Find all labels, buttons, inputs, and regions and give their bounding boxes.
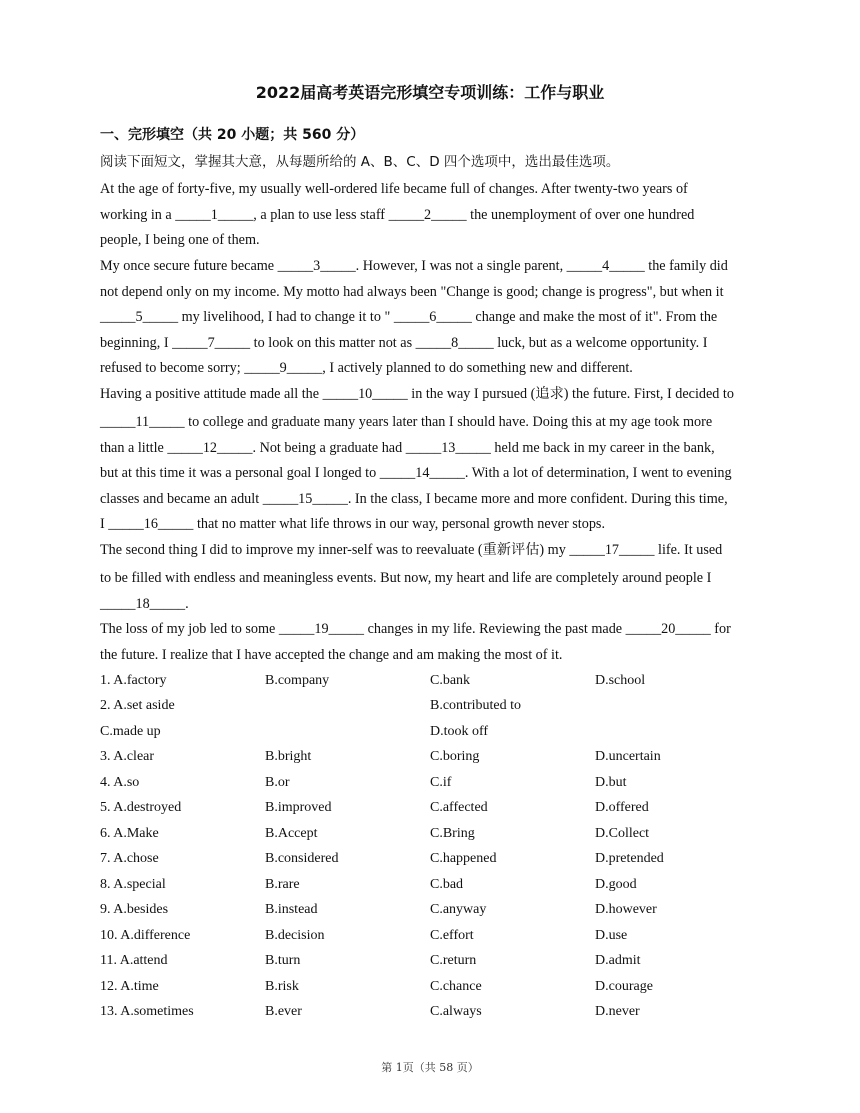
option-b: B.ever — [265, 1004, 302, 1019]
instruction-text: 阅读下面短文，掌握其大意，从每题所给的 A、B、C、D 四个选项中，选出最佳选项。 — [100, 154, 620, 170]
option-a: 8. A.special — [100, 877, 166, 892]
option-c: B.contributed to — [430, 698, 521, 713]
option-a: 9. A.besides — [100, 902, 169, 917]
option-d: D.school — [595, 673, 646, 688]
passage-line: not depend only on my income. My motto had always been "Change is good; change is progress", but when it — [100, 284, 724, 300]
option-b: B.turn — [265, 953, 301, 968]
passage-line: to be filled with endless and meaningless events. But now, my heart and life are completely around people I — [100, 570, 712, 586]
option-row — [100, 798, 762, 818]
passage-line: I _____16_____ that no matter what life throws in our way, personal growth never stops. — [100, 516, 605, 532]
option-b: B.risk — [265, 979, 299, 994]
option-d: D.courage — [595, 979, 653, 994]
option-c: C.always — [430, 1004, 482, 1019]
passage-line: The second thing I did to improve my inner-self was to reevaluate (重新评估) my _____17_____ life. It used — [100, 542, 723, 558]
option-b: B.bright — [265, 749, 312, 764]
option-a: 4. A.so — [100, 775, 140, 790]
option-b: B.rare — [265, 877, 300, 892]
option-row — [100, 696, 762, 716]
passage-line: working in a _____1_____, a plan to use less staff _____2_____ the unemployment of over one hundred — [100, 207, 695, 223]
option-c: C.bad — [430, 877, 464, 892]
option-d: D.pretended — [595, 851, 664, 866]
option-row — [100, 951, 762, 971]
option-c: C.return — [430, 953, 477, 968]
option-d: D.use — [595, 928, 628, 943]
option-a: 12. A.time — [100, 979, 159, 994]
option-c: C.boring — [430, 749, 480, 764]
option-d: D.offered — [595, 800, 649, 815]
passage-line: refused to become sorry; _____9_____, I actively planned to do something new and different. — [100, 360, 633, 376]
passage-line: people, I being one of them. — [100, 232, 260, 248]
option-a: 10. A.difference — [100, 928, 191, 943]
section-heading: 一、完形填空（共 20 小题；共 560 分） — [100, 127, 365, 143]
passage-line: but at this time it was a personal goal I longed to _____14_____. With a lot of determination, I went to evening — [100, 465, 732, 481]
option-c: C.bank — [430, 673, 471, 688]
passage-line: _____18_____. — [100, 596, 189, 612]
passage-line: beginning, I _____7_____ to look on this matter not as _____8_____ luck, but as a welcome opportunity. I — [100, 335, 708, 351]
option-a: 5. A.destroyed — [100, 800, 182, 815]
option-c: C.affected — [430, 800, 488, 815]
option-a: 7. A.chose — [100, 851, 159, 866]
option-row — [100, 900, 762, 920]
option-d: D.never — [595, 1004, 640, 1019]
option-c: C.happened — [430, 851, 497, 866]
option-c: C.chance — [430, 979, 482, 994]
passage-line: The loss of my job led to some _____19_____ changes in my life. Reviewing the past made _____20_____ for — [100, 621, 731, 637]
option-a: 3. A.clear — [100, 749, 155, 764]
option-c: D.took off — [430, 724, 489, 739]
option-d: D.Collect — [595, 826, 650, 841]
page-footer: 第 1页（共 58 页） — [381, 1061, 479, 1074]
passage-line: _____11_____ to college and graduate many years later than I should have. Doing this at my age took more — [100, 414, 713, 430]
option-row — [100, 722, 762, 742]
passage-line: My once secure future became _____3_____. However, I was not a single parent, _____4_____ the family did — [100, 258, 728, 274]
option-c: C.effort — [430, 928, 474, 943]
option-row — [100, 747, 762, 767]
option-b: B.Accept — [265, 826, 318, 841]
option-row — [100, 926, 762, 946]
passage-line: than a little _____12_____. Not being a graduate had _____13_____ held me back in my career in the bank, — [100, 440, 715, 456]
option-c: C.if — [430, 775, 452, 790]
option-b: B.considered — [265, 851, 339, 866]
option-b: B.instead — [265, 902, 318, 917]
option-row — [100, 773, 762, 793]
option-b: B.or — [265, 775, 290, 790]
option-a: C.made up — [100, 724, 161, 739]
option-c: C.Bring — [430, 826, 475, 841]
option-b: B.decision — [265, 928, 325, 943]
option-d: D.however — [595, 902, 657, 917]
option-row — [100, 671, 762, 691]
option-row — [100, 875, 762, 895]
passage-line: At the age of forty-five, my usually well-ordered life became full of changes. After twenty-two years of — [100, 181, 688, 197]
option-a: 11. A.attend — [100, 953, 168, 968]
option-a: 2. A.set aside — [100, 698, 175, 713]
passage-line: _____5_____ my livelihood, I had to change it to " _____6_____ change and make the most of it". From the — [100, 309, 718, 325]
option-d: D.but — [595, 775, 627, 790]
document-title: 2022届高考英语完形填空专项训练：工作与职业 — [255, 83, 605, 102]
option-a: 6. A.Make — [100, 826, 159, 841]
passage-line: classes and became an adult _____15_____. In the class, I became more and more confident. During this time, — [100, 491, 728, 507]
passage-line: Having a positive attitude made all the _____10_____ in the way I pursued (追求) the future. First, I decided to — [100, 386, 734, 402]
option-row — [100, 824, 762, 844]
passage-line: the future. I realize that I have accepted the change and am making the most of it. — [100, 647, 563, 663]
option-c: C.anyway — [430, 902, 487, 917]
option-d: D.good — [595, 877, 637, 892]
option-b: B.improved — [265, 800, 332, 815]
option-b: B.company — [265, 673, 330, 688]
option-row — [100, 849, 762, 869]
option-row — [100, 1002, 762, 1022]
option-d: D.uncertain — [595, 749, 661, 764]
option-row — [100, 977, 762, 997]
option-a: 1. A.factory — [100, 673, 167, 688]
option-a: 13. A.sometimes — [100, 1004, 194, 1019]
option-d: D.admit — [595, 953, 641, 968]
